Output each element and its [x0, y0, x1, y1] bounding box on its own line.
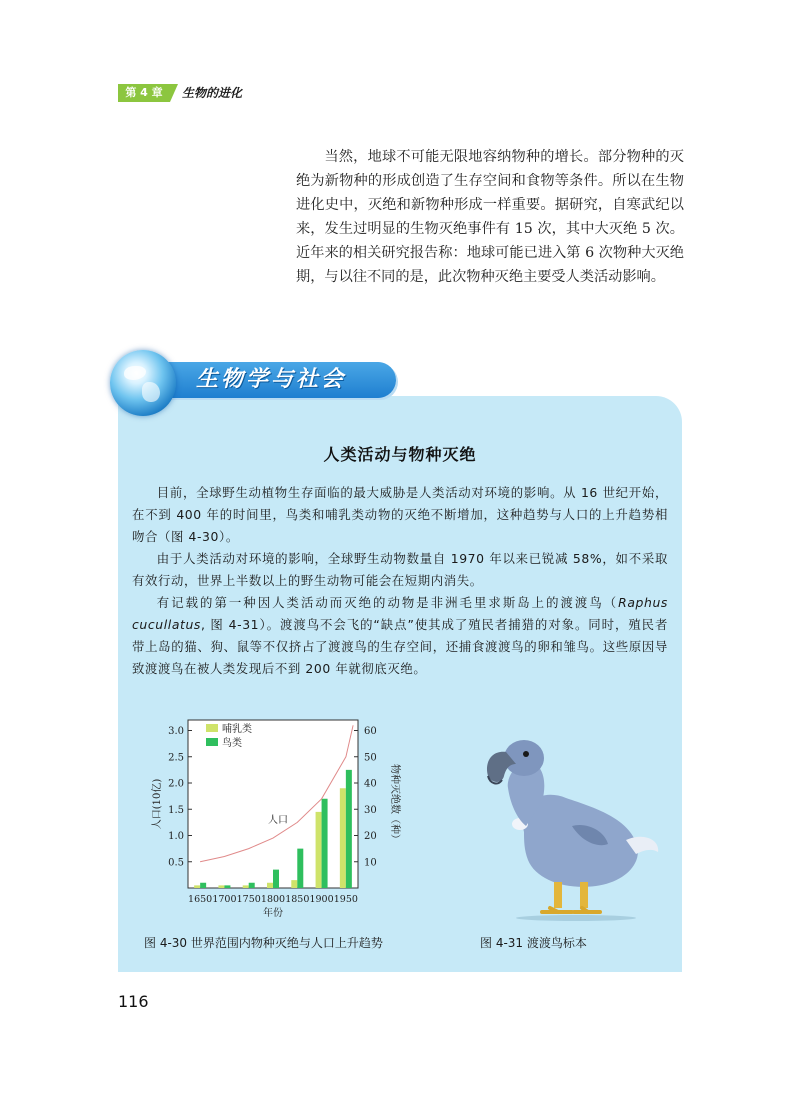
right-tick-label: 20: [364, 831, 377, 842]
bar-mammals: [340, 788, 346, 888]
right-tick-label: 10: [364, 857, 377, 869]
page-number: 116: [118, 992, 149, 1011]
bar-birds: [273, 870, 279, 888]
latin-name: Raphus cucullatus: [132, 595, 668, 632]
panel-body: [132, 482, 668, 680]
panel-paragraph-2: 由于人类活动对环境的影响，全球野生动物数量自 1970 年以来已锐减 58%，如不采取有效行动，世界上半数以上的野生动物可能会在短期内消失。: [132, 551, 668, 588]
right-tick-label: 40: [364, 778, 377, 790]
bar-birds: [200, 883, 206, 888]
chapter-tag: 第 4 章: [118, 84, 170, 102]
left-tick-label: 3.0: [168, 726, 184, 737]
right-tick-label: 30: [364, 804, 377, 816]
right-axis-title: 物种灭绝数（种）: [389, 764, 400, 844]
left-tick-label: 0.5: [168, 857, 184, 869]
right-tick-label: 60: [364, 726, 377, 737]
legend-label-mammals: 哺乳类: [222, 724, 252, 735]
bar-mammals: [291, 880, 297, 888]
x-tick-label: 1700: [212, 894, 237, 905]
bar-birds: [249, 883, 255, 888]
dodo-feet: [542, 908, 600, 912]
dodo-leg-left: [554, 882, 562, 908]
bar-birds: [322, 799, 328, 888]
globe-icon: [110, 350, 176, 416]
dodo-body: [523, 795, 638, 887]
globe-land-shape: [142, 382, 160, 402]
x-tick-label: 1650: [188, 894, 213, 905]
x-tick-label: 1900: [309, 894, 334, 905]
x-tick-label: 1800: [260, 894, 286, 905]
paragraph-text: 有记载的第一种因人类活动而灭绝的动物是非洲毛里求斯岛上的渡渡鸟（: [156, 595, 619, 610]
x-tick-label: 1950: [333, 894, 358, 905]
left-tick-label: 1.5: [168, 804, 184, 816]
x-axis-title: 年份: [263, 908, 283, 919]
left-tick-label: 2.0: [168, 778, 184, 790]
legend-label-birds: 鸟类: [222, 738, 242, 749]
x-tick-label: 1850: [285, 894, 310, 905]
left-axis-title: 人口(10亿): [152, 778, 163, 830]
dodo-leg-right: [580, 882, 588, 908]
bar-mammals: [267, 883, 273, 888]
figure-4-31-caption: 图 4-31 渡渡鸟标本: [480, 936, 587, 950]
bar-birds: [297, 849, 303, 888]
paragraph-text: , 图 4-31）。渡渡鸟不会飞的“缺点”使其成了殖民者捕猎的对象。同时，殖民者带上岛的猫、狗、鼠等不仅挤占了渡渡鸟的生存空间，还捕食渡渡鸟的卵和雏鸟。这些原因导致渡渡鸟在被人类发现后不到 200 年就彻底灭绝。: [132, 617, 668, 676]
bar-mammals: [218, 885, 224, 888]
dodo-eye: [523, 751, 529, 757]
panel-title: 人类活动与物种灭绝: [323, 445, 477, 464]
intro-paragraph: 当然，地球不可能无限地容纳物种的增长。部分物种的灭绝为新物种的形成创造了生存空间和食物等条件。所以在生物进化史中，灭绝和新物种形成一样重要。据研究，自寒武纪以来，发生过明显的生物灭绝事件有 15 次，其中大灭绝 5 次。近年来的相关研究报告称：地球可能已进入第 6 次物种大灭绝期，与以往不同的是，此次物种灭绝主要受人类活动影响。: [296, 149, 684, 285]
left-tick-label: 2.5: [168, 752, 184, 764]
left-tick-label: 1.0: [168, 831, 184, 842]
legend-swatch-mammals: [206, 724, 218, 732]
bar-birds: [346, 770, 352, 888]
right-tick-label: 50: [364, 752, 377, 764]
panel-paragraph-1: 目前，全球野生动植物生存面临的最大威胁是人类活动对环境的影响。从 16 世纪开始，在不到 400 年的时间里，鸟类和哺乳类动物的灭绝不断增加，这种趋势与人口的上升趋势相吻合（图 4-30）。: [132, 485, 668, 544]
population-label: 人口: [268, 815, 288, 826]
dodo-illustration: [476, 722, 676, 922]
bar-mammals: [243, 885, 249, 888]
chapter-title: 生物的进化: [182, 86, 243, 100]
bar-mammals: [316, 812, 322, 888]
figure-4-30-caption: 图 4-30 世界范围内物种灭绝与人口上升趋势: [144, 936, 383, 950]
legend-swatch-birds: [206, 738, 218, 746]
x-tick-label: 1750: [236, 894, 261, 905]
panel-paragraph-3: [132, 592, 668, 680]
bar-birds: [224, 885, 230, 888]
chapter-tag-notch: [170, 84, 178, 102]
bar-mammals: [194, 885, 200, 888]
dodo-shadow: [516, 915, 636, 921]
extinction-chart: [144, 712, 404, 922]
section-banner-title: 生物学与社会: [196, 367, 347, 392]
